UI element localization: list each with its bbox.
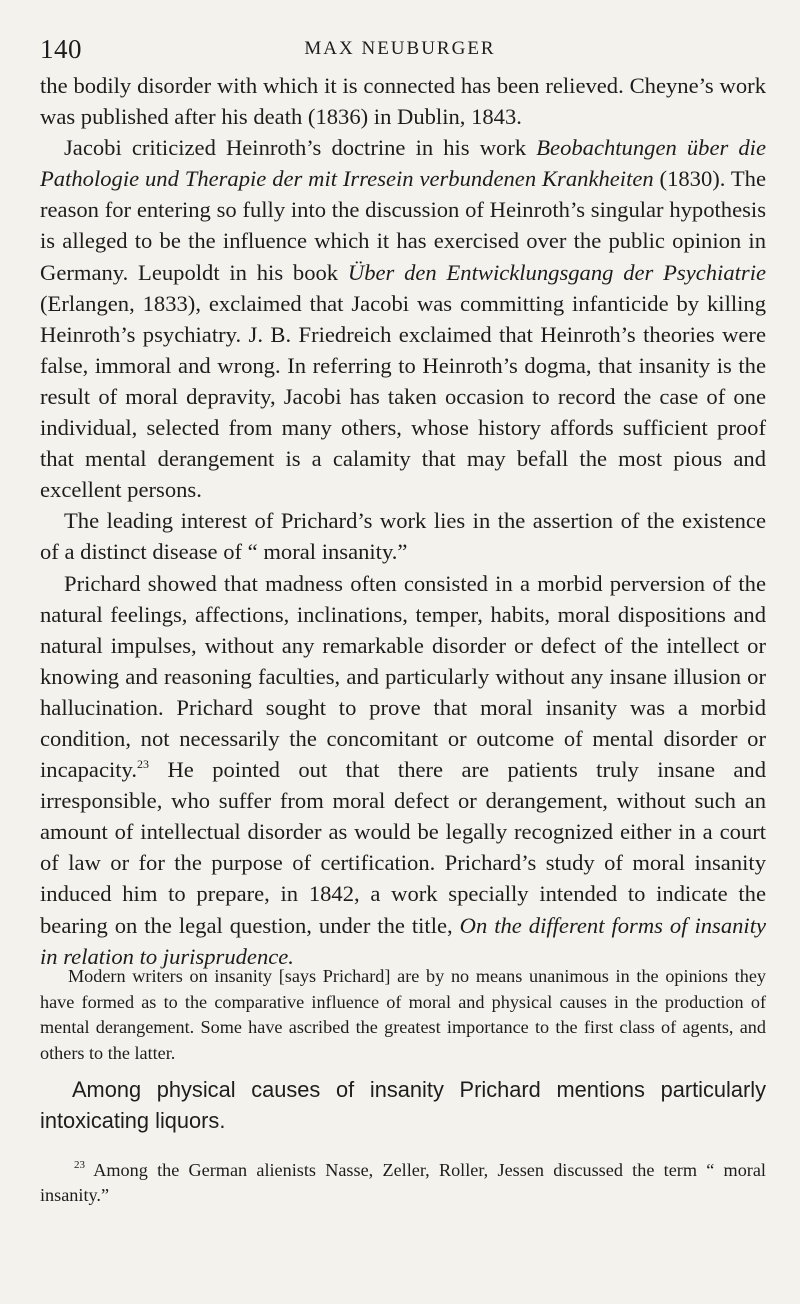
footnote-reference: 23 (137, 757, 150, 772)
page-header (40, 34, 760, 64)
footnote (40, 1158, 766, 1208)
paragraph-4 (40, 568, 766, 972)
closing-paragraph: Among physical causes of insanity Prichard mentions particularly intoxicating liquors. (40, 1077, 766, 1133)
footnote-marker: 23 (74, 1159, 85, 1171)
footnote-text: Among the German alienists Nasse, Zeller, Roller, Jessen discussed the term “ moral insanity.” (40, 1160, 766, 1205)
running-head: MAX NEUBURGER (304, 38, 496, 59)
book-title-beobachtungen: Beobachtungen über die Pathologie und Therapie der mit Irresein verbundenen Krankheiten (40, 135, 766, 192)
block-quote: Modern writers on insanity [says Prichard] are by no means unanimous in the opinions they have formed as to the comparative influence of moral and physical causes in the production of mental derangement. Some have ascribed the greatest importance to the first class of agents, and others to the latter. (40, 966, 766, 1063)
paragraph-4-text-b: He pointed out that there are patients truly insane and irresponsible, who suffer from moral defect or derangement, without such an amount of intellectual disorder as would be legally recognized either in a court of law or for the purpose of certification. Prichard’s study of moral insanity induced him to prepare, in 1842, a work specially intended to indicate the bearing on the legal question, under the title, (40, 757, 766, 938)
page-number: 140 (40, 34, 82, 64)
paragraph-3: The leading interest of Prichard’s work lies in the assertion of the existence of a distinct disease of “ moral insanity.” (40, 508, 766, 565)
paragraph-2 (40, 132, 766, 505)
paragraph-1: the bodily disorder with which it is connected has been relieved. Cheyne’s work was published after his death (1836) in Dublin, 1843. (40, 73, 766, 130)
book-title-entwicklungsgang: Über den Entwicklungsgang der Psychiatrie (347, 259, 767, 285)
paragraph-2-text-b: (1830). The reason for entering so fully into the discussion of Heinroth’s singular hypothesis is alleged to be the influence which it has exercised over the public opinion in Germany. Leupoldt in his book (40, 166, 767, 285)
paragraph-2-text-a: Jacobi criticized Heinroth’s doctrine in his work (64, 135, 537, 161)
book-title-different-forms: On the different forms of insanity in relation to jurisprudence. (40, 912, 766, 969)
paragraph-4-text-a: Prichard showed that madness often consisted in a morbid perversion of the natural feelings, affections, inclinations, temper, habits, moral dispositions and natural impulses, without any remarkable disorder or defect of the intellect or knowing and reasoning faculties, and particularly without any insane illusion or hallucination. Prichard sought to prove that moral insanity was a morbid condition, not necessarily the concomitant or outcome of mental disorder or incapacity. (40, 570, 766, 783)
paragraph-2-text-c: (Erlangen, 1833), exclaimed that Jacobi was committing infanticide by killing Heinroth’s psychiatry. J. B. Friedreich exclaimed that Heinroth’s theories were false, immoral and wrong. In referring to Heinroth’s dogma, that insanity is the result of moral depravity, Jacobi has taken occasion to record the case of one individual, selected from many others, whose history affords sufficient proof that mental derangement is a calamity that may befall the most pious and excellent persons. (40, 290, 766, 503)
body-text (40, 70, 766, 972)
